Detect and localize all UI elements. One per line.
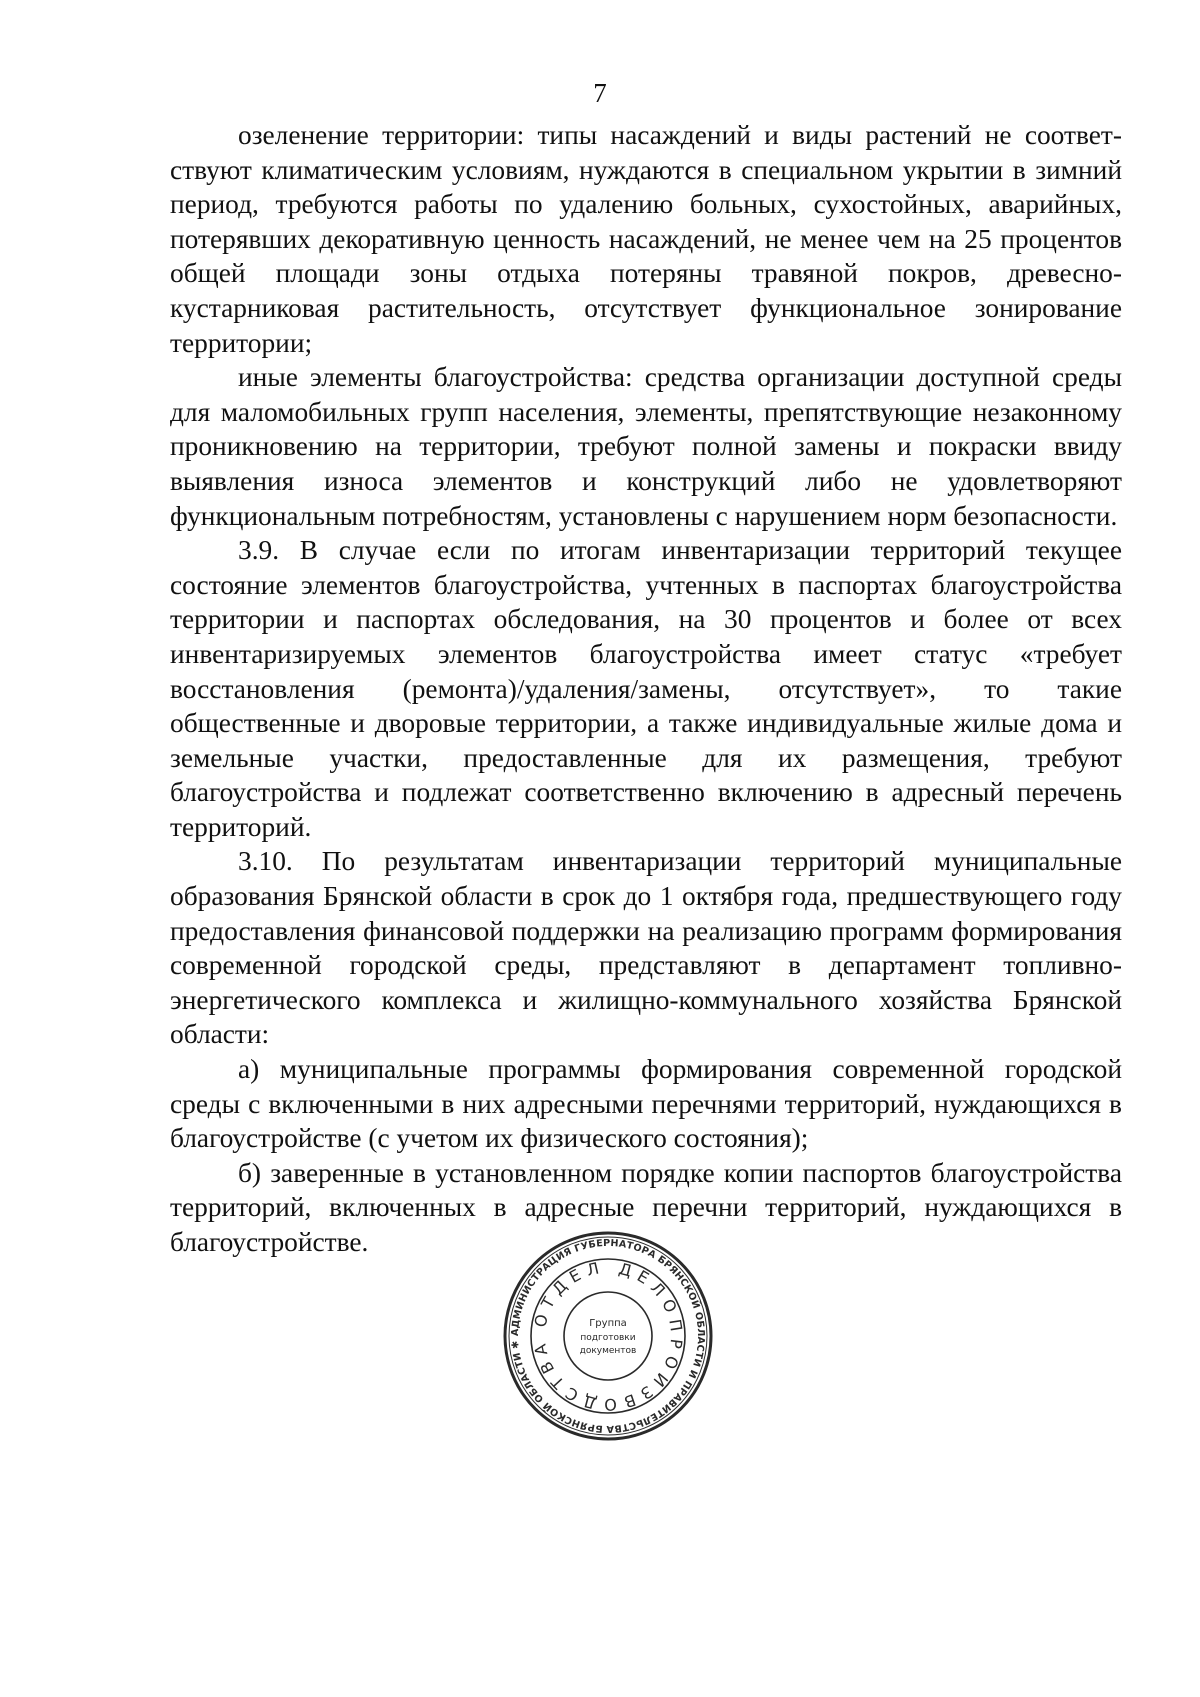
seal-center-line-1: Группа: [589, 1318, 627, 1329]
seal-inner-text: ОТДЕЛ ДЕЛОПРОИЗВОДСТВА: [530, 1257, 687, 1415]
paragraph-landscaping: озеленение территории: типы насаждений и виды растений не соответствуют климатическим условиям, нуждаются в специальном укрытии в зимний период, требуются работы по удалению больных, сухостойных, аварийных, потерявших декоративную ценность насаждений, не менее чем на 25 процентов общей площади зоны отдыха потеряны травяной покров, древесно-кустарниковая растительность, отсутствует функциональное зонирование территории;: [170, 120, 1122, 358]
document-body: [170, 118, 1122, 1260]
seal-center-line-3: документов: [579, 1346, 637, 1356]
page-number: 7: [593, 78, 607, 108]
official-seal: [502, 1230, 714, 1442]
paragraph-item-b: б) заверенные в установленном порядке копии паспортов благоустройства территорий, включенных в адресные перечни территорий, нуждающихся в благоустройстве.: [170, 1157, 1122, 1257]
seal-center-line-2: подготовки: [580, 1333, 636, 1343]
paragraph-3-10: 3.10. По результатам инвентаризации территорий муниципальные образования Брянской области в срок до 1 октября года, предшествующего году предоставления финансовой поддержки на реализацию программ формирования современной городской среды, представляют в департамент топливно-энергетического комплекса и жилищно-коммунального хозяйства Брянской области:: [170, 846, 1122, 1050]
paragraph-item-a: а) муниципальные программы формирования современной городской среды с включенными в них адресными перечнями территорий, нуждающихся в благоустройстве (с учетом их физического состояния);: [170, 1054, 1122, 1154]
seal-outer-text: АДМИНИСТРАЦИЯ ГУБЕРНАТОРА БРЯНСКОЙ ОБЛАСТИ И ПРАВИТЕЛЬСТВА БРЯНСКОЙ ОБЛАСТИ ✱: [509, 1237, 707, 1435]
paragraph-3-9: 3.9. В случае если по итогам инвентаризации территорий текущее состояние элементов благоустройства, учтенных в паспортах благоустройства территории и паспортах обследования, на 30 процентов и более от всех инвентаризируемых элементов благоустройства имеет статус «требует восстановления (ремонта)/удаления/замены, отсутствует», то такие общественные и дворовые территории, а также индивидуальные жилые дома и земельные участки, предоставленные для их размещения, требуют благоустройства и подлежат соответственно включению в адресный перечень территорий.: [170, 535, 1122, 842]
paragraph-other-elements: иные элементы благоустройства: средства организации доступной среды для маломобильных групп населения, элементы, препятствующие незаконному проникновению на территории, требуют полной замены и покраски ввиду выявления износа элементов и конструкций либо не удовлетворяют функциональным потребностям, установлены с нарушением норм безопасности.: [170, 362, 1122, 531]
